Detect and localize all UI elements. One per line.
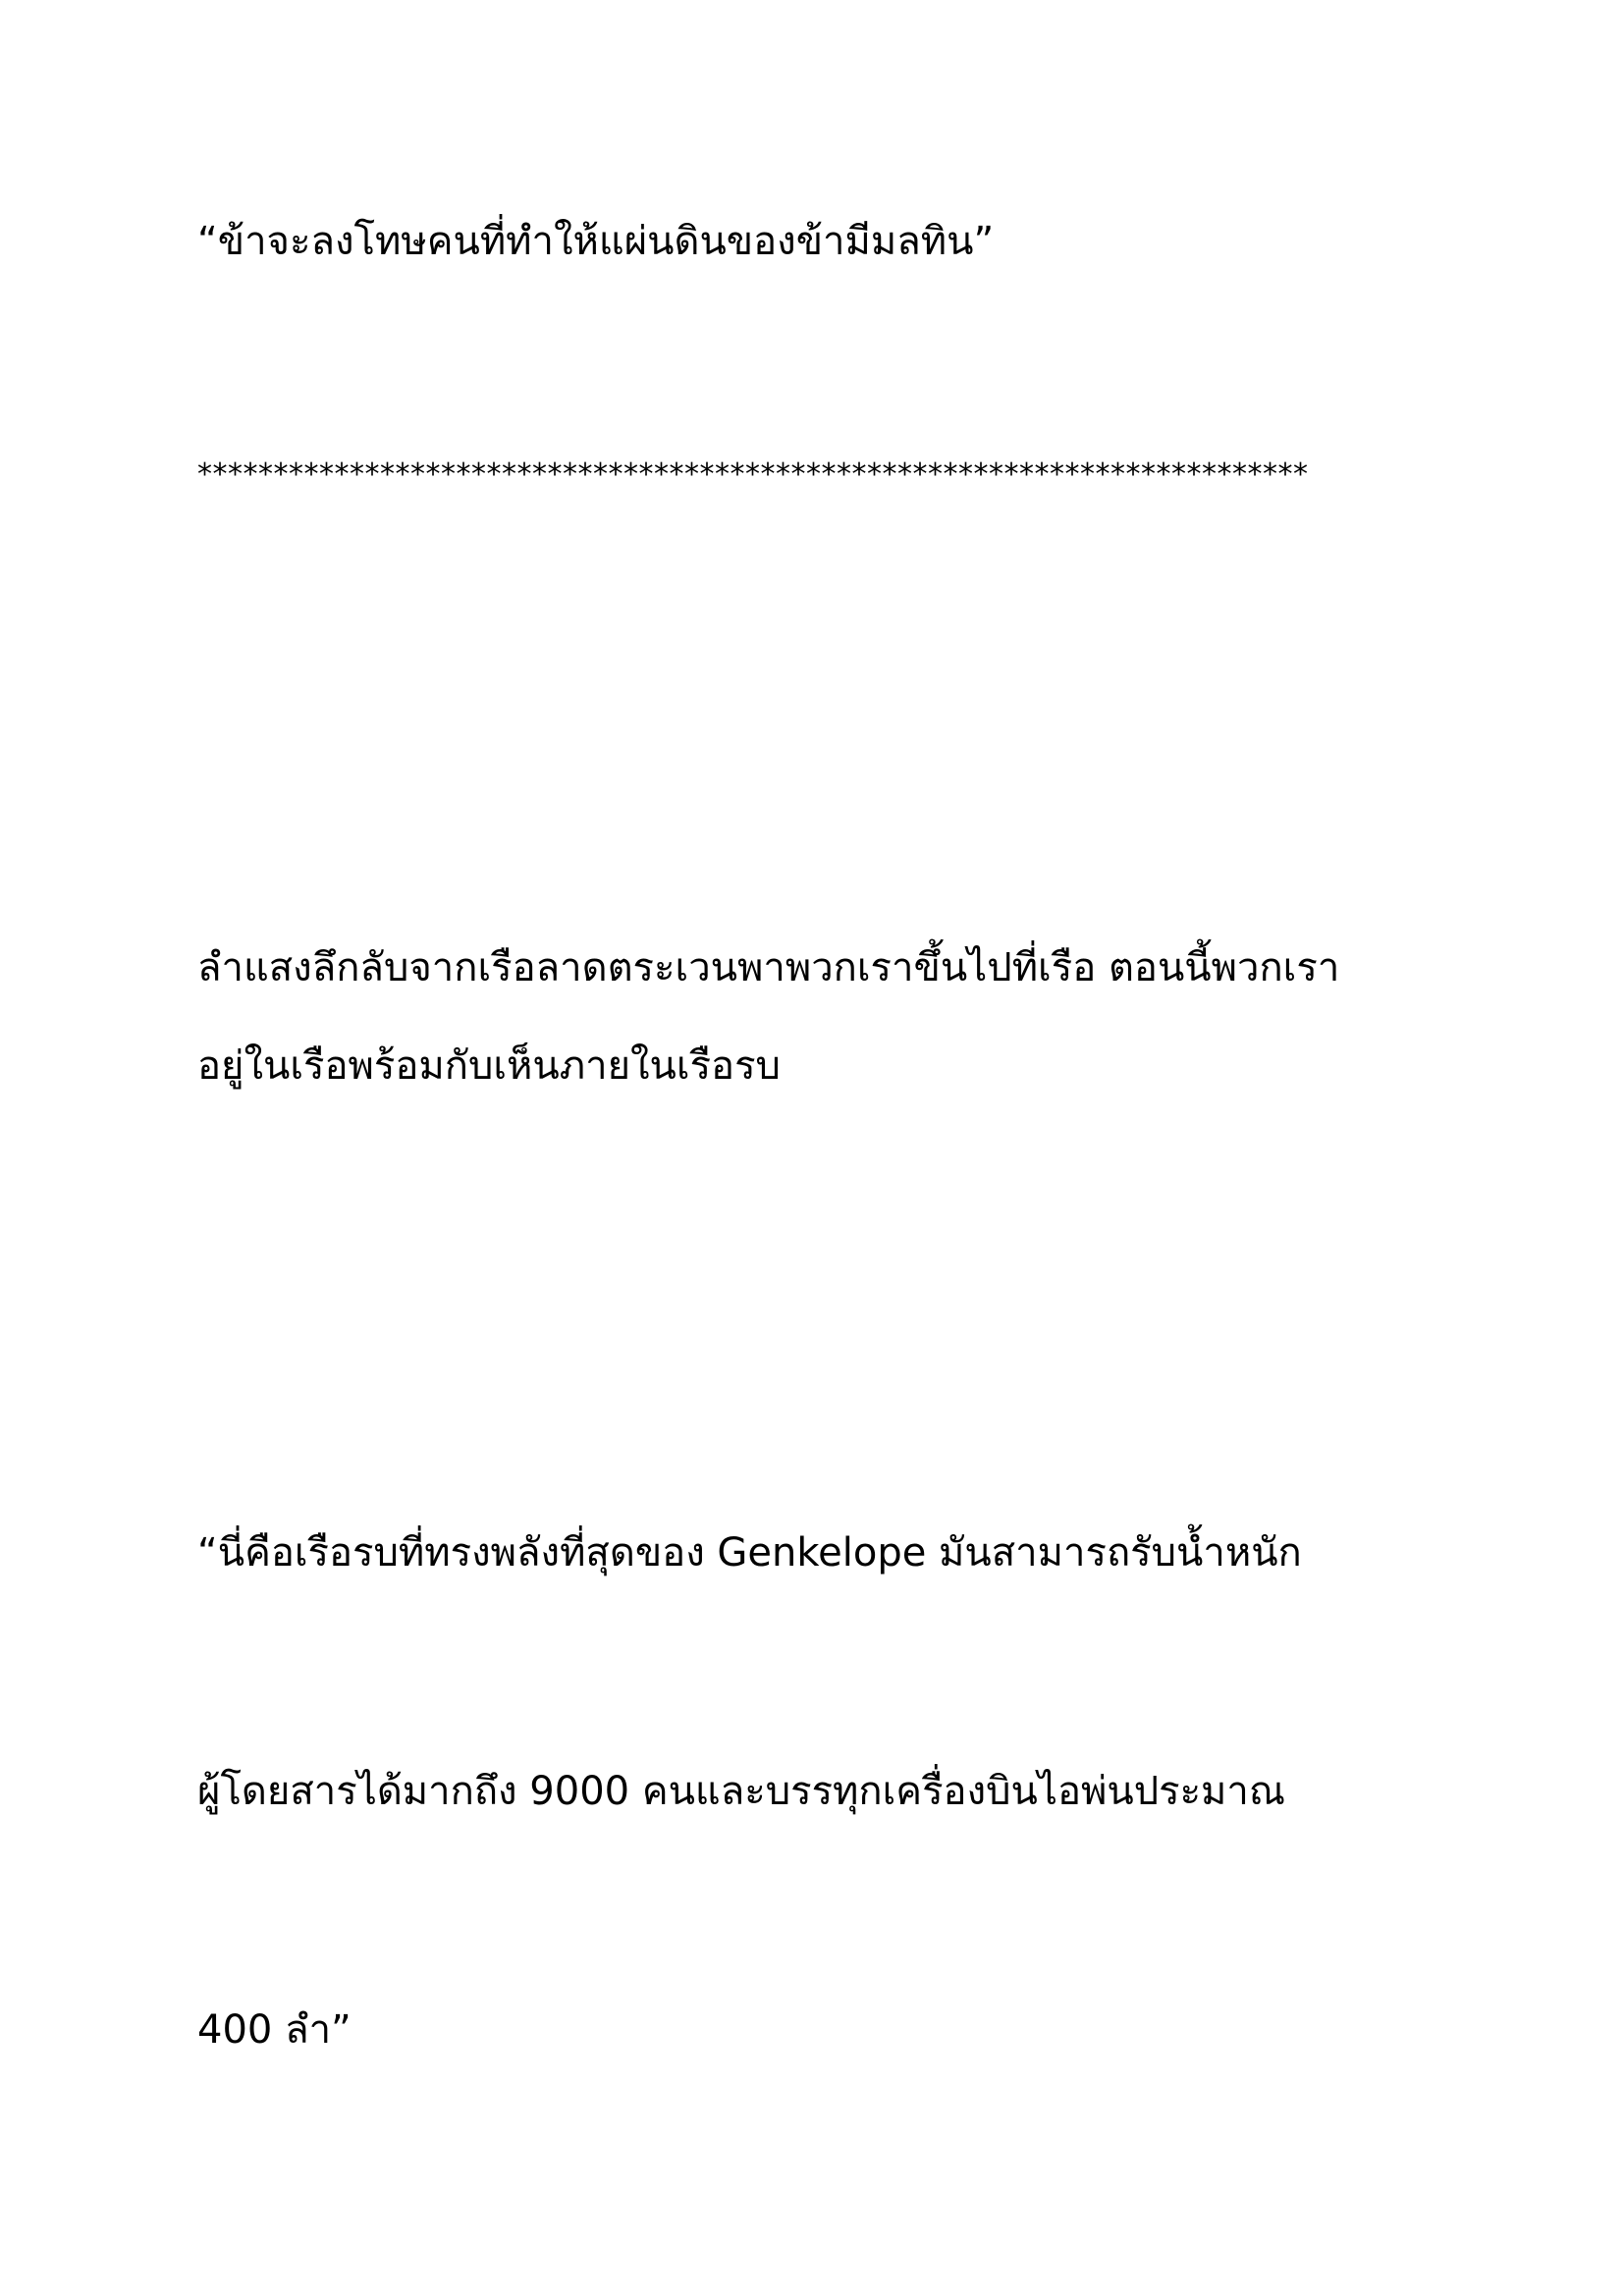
paragraph-line: ลำแสงลึกลับจากเรือลาดตระเวนพาพวกเราขึ้นไปที่เรือ ตอนนี้พวกเรา — [197, 945, 1340, 990]
quote-line: “นี่คือเรือรบที่ทรงพลังที่สุดของ Genkelope มันสามารถรับน้ำหนัก — [197, 1530, 1302, 1575]
separator-line: ************************************************************************* — [197, 457, 1309, 492]
paragraph-line: อยู่ในเรือพร้อมกับเห็นภายในเรือรบ — [197, 1043, 781, 1089]
quote-line: ผู้โดยสารได้มากถึง 9000 คนและบรรทุกเครื่องบินไอพ่นประมาณ — [197, 1769, 1285, 1814]
quote-line: “ข้าจะลงโทษคนที่ทำให้แผ่นดินของข้ามีมลทิน” — [197, 219, 995, 264]
quote-line: 400 ลำ” — [197, 2007, 352, 2053]
